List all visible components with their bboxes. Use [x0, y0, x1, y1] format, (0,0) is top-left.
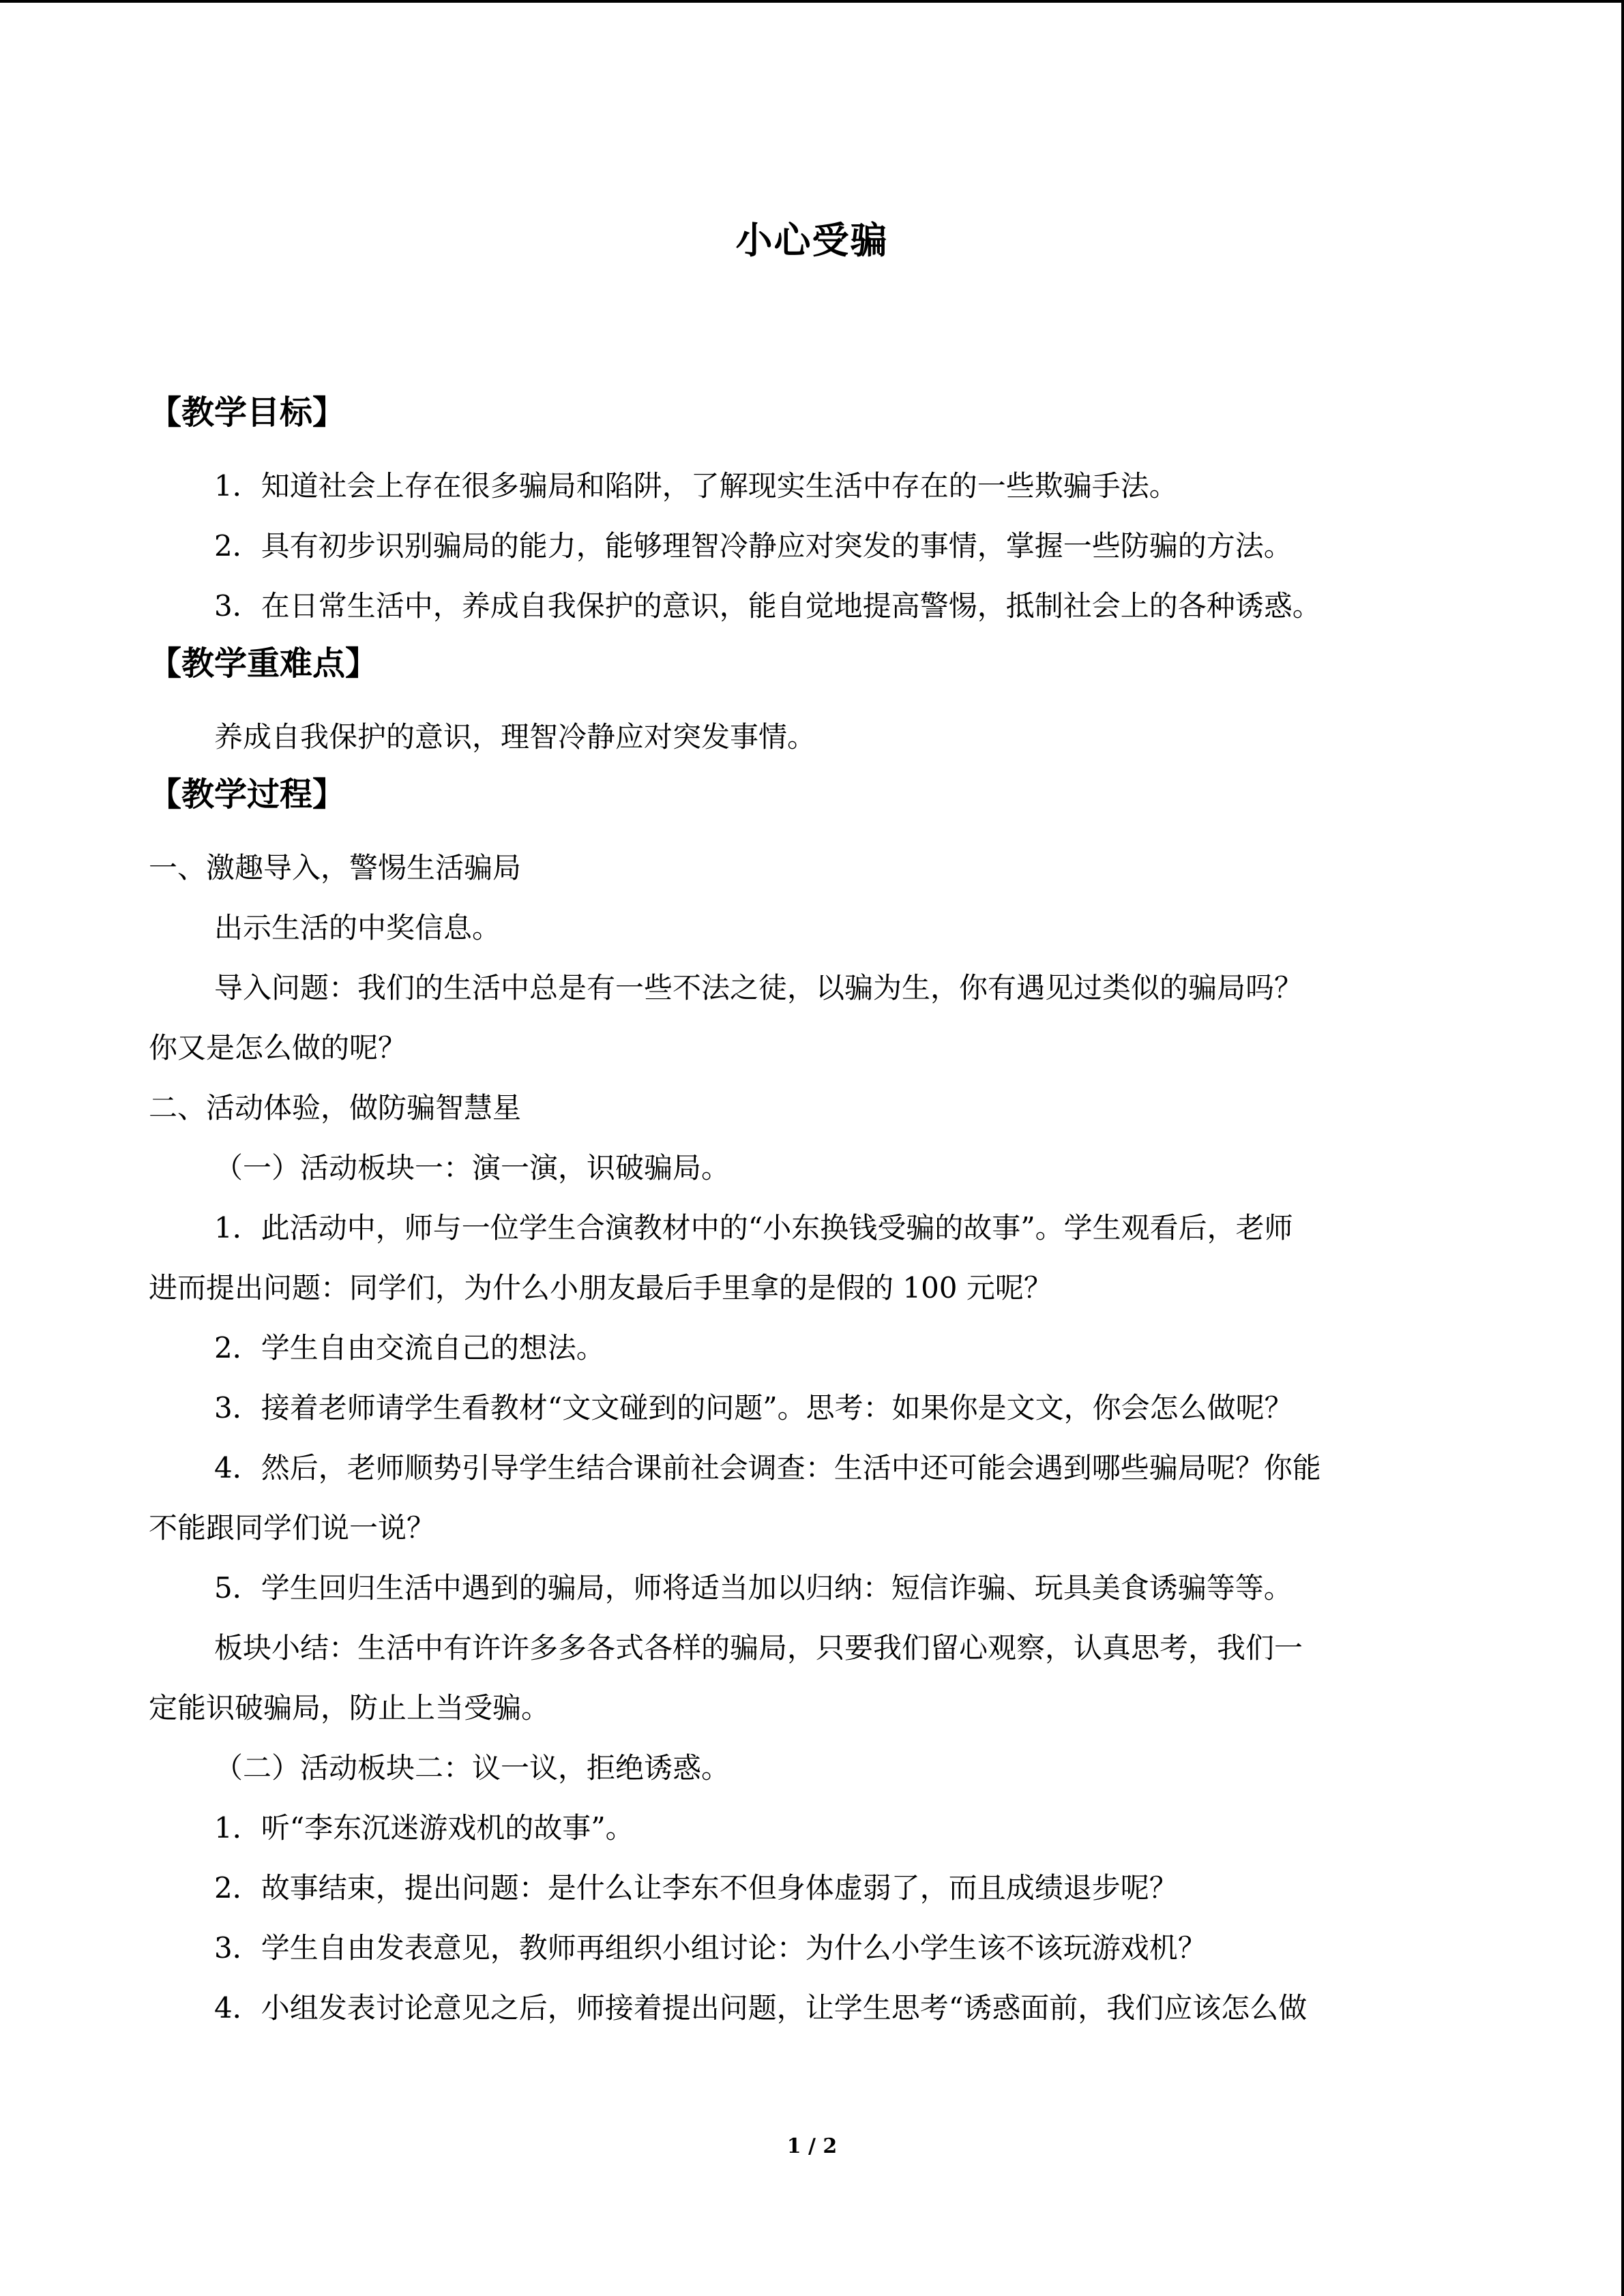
block1-item-3: 3．接着老师请学生看教材“文文碰到的问题”。思考：如果你是文文，你会怎么做呢？: [214, 1391, 1293, 1425]
block2-item-4: 4．小组发表讨论意见之后，师接着提出问题，让学生思考“诱惑面前，我们应该怎么做: [214, 1991, 1308, 2025]
block1-item-1-line1: 1．此活动中，师与一位学生合演教材中的“小东换钱受骗的故事”。学生观看后，老师: [214, 1211, 1293, 1244]
block1-item-2: 2．学生自由交流自己的想法。: [214, 1331, 605, 1365]
part1-paragraph-2-line1: 导入问题：我们的生活中总是有一些不法之徒，以骗为生，你有遇见过类似的骗局吗？: [214, 971, 1303, 1004]
goal-item-1: 1．知道社会上存在很多骗局和陷阱，了解现实生活中存在的一些欺骗手法。: [214, 469, 1178, 503]
top-border: [0, 0, 1624, 3]
block1-item-5: 5．学生回归生活中遇到的骗局，师将适当加以归纳：短信诈骗、玩具美食诱骗等等。: [214, 1571, 1293, 1605]
part1-heading: 一、激趣导入，警惕生活骗局: [149, 851, 522, 884]
process-heading: 【教学过程】: [149, 775, 346, 814]
part1-paragraph-1: 出示生活的中奖信息。: [214, 911, 501, 944]
document-body: [149, 385, 1486, 2038]
block1-item-4-line2: 不能跟同学们说一说？: [149, 1511, 436, 1545]
page-title: 小心受骗: [735, 219, 889, 262]
block2-item-2: 2．故事结束，提出问题：是什么让李东不但身体虚弱了，而且成绩退步呢？: [214, 1871, 1178, 1905]
block1-summary-line1: 板块小结：生活中有许许多多各式各样的骗局，只要我们留心观察，认真思考，我们一: [214, 1631, 1303, 1665]
block2-item-1: 1．听“李东沉迷游戏机的故事”。: [214, 1811, 634, 1845]
part1-paragraph-2-line2: 你又是怎么做的呢？: [149, 1031, 407, 1064]
block1-heading: （一）活动板块一：演一演，识破骗局。: [214, 1151, 730, 1184]
goal-item-3: 3．在日常生活中，养成自我保护的意识，能自觉地提高警惕，抵制社会上的各种诱惑。: [214, 589, 1321, 623]
right-border: [1621, 0, 1624, 2296]
goal-item-2: 2．具有初步识别骗局的能力，能够理智冷静应对突发的事情，掌握一些防骗的方法。: [214, 529, 1293, 563]
page-number: 1 / 2: [786, 2134, 838, 2158]
block2-item-3: 3．学生自由发表意见，教师再组织小组讨论：为什么小学生该不该玩游戏机？: [214, 1931, 1207, 1965]
goals-heading: 【教学目标】: [149, 393, 346, 432]
key-heading: 【教学重难点】: [149, 644, 379, 683]
key-text: 养成自我保护的意识，理智冷静应对突发事情。: [214, 720, 816, 754]
part2-heading: 二、活动体验，做防骗智慧星: [149, 1091, 522, 1124]
block1-item-1-line2: 进而提出问题：同学们，为什么小朋友最后手里拿的是假的 100 元呢？: [149, 1271, 1052, 1304]
block1-summary-line2: 定能识破骗局，防止上当受骗。: [149, 1691, 550, 1725]
block1-item-4-line1: 4．然后，老师顺势引导学生结合课前社会调查：生活中还可能会遇到哪些骗局呢？你能: [214, 1451, 1321, 1485]
block2-heading: （二）活动板块二：议一议，拒绝诱惑。: [214, 1751, 730, 1785]
